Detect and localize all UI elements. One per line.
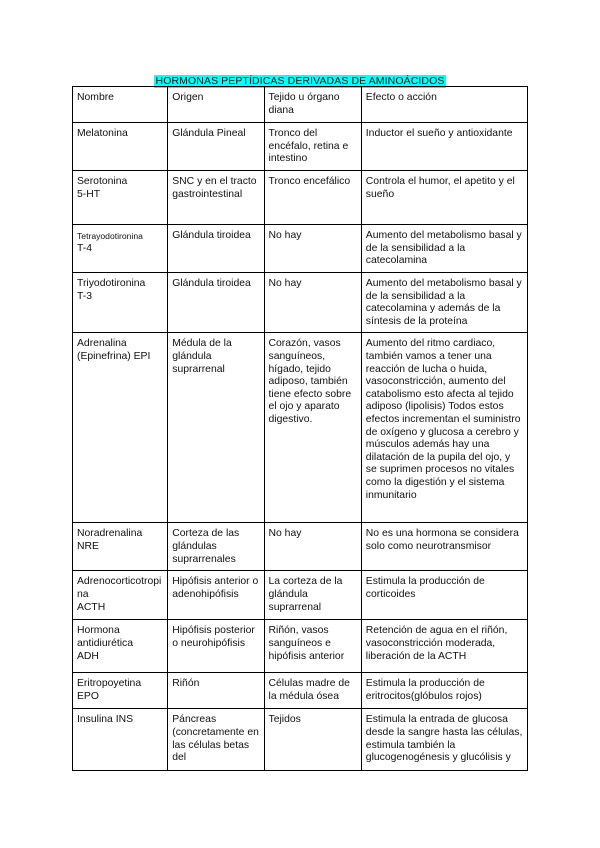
cell-nombre: [73, 333, 168, 523]
hormone-table: [72, 86, 528, 771]
table-row: [73, 171, 528, 225]
cell-nombre-line: Noradrenalina: [77, 528, 143, 540]
cell-tejido: La corteza de la glándula suprarrenal: [264, 571, 361, 620]
cell-nombre-line: Serotonina: [77, 176, 128, 187]
cell-tejido: Riñón, vasos sanguíneos e hipófisis anterior: [264, 620, 361, 673]
header-efecto: Efecto o acción: [361, 87, 527, 123]
cell-nombre-line: T-3: [77, 290, 93, 302]
cell-efecto: Aumento del metabolismo basal y de la sensibilidad a la catecolamina y además de la síntesis de la proteína: [361, 273, 527, 333]
cell-origen: Páncreas (concretamente en las células betas del: [168, 709, 264, 771]
cell-tejido: No hay: [264, 225, 361, 273]
cell-efecto: Aumento del metabolismo basal y de la sensibilidad a la catecolamina: [361, 225, 527, 273]
cell-origen: Corteza de las glándulas suprarrenales: [168, 523, 264, 571]
header-origen: Origen: [168, 87, 264, 123]
cell-nombre: [73, 171, 168, 225]
cell-efecto: Retención de agua en el riñón, vasoconstricción moderada, liberación de la ACTH: [361, 620, 527, 673]
cell-tejido: No hay: [264, 523, 361, 571]
cell-nombre-line: Eritropoyetina: [77, 678, 142, 690]
table-row: [73, 273, 528, 333]
cell-nombre: [73, 273, 168, 333]
table-header-row: [73, 87, 528, 123]
cell-efecto: Inductor el sueño y antioxidante: [361, 123, 527, 171]
cell-nombre-line: Hormona antidiurética: [77, 625, 134, 649]
cell-nombre: [73, 225, 168, 273]
cell-origen: Glándula Pineal: [168, 123, 264, 171]
cell-nombre: [73, 673, 168, 709]
cell-nombre: [73, 620, 168, 673]
cell-nombre-line: Melatonina: [77, 128, 128, 139]
cell-origen: Glándula tiroidea: [168, 273, 264, 333]
cell-nombre: [73, 571, 168, 620]
table-row: [73, 620, 528, 673]
cell-tejido: Tejidos: [264, 709, 361, 771]
cell-nombre-line: 5-HT: [77, 188, 101, 200]
cell-nombre-line: T-4: [77, 242, 93, 254]
cell-origen: Riñón: [168, 673, 264, 709]
cell-efecto: Controla el humor, el apetito y el sueño: [361, 171, 527, 225]
cell-nombre: [73, 523, 168, 571]
table-row: [73, 571, 528, 620]
cell-nombre-line: Adrenalina (Epinefrina) EPI: [77, 338, 151, 362]
header-tejido: Tejido u órgano diana: [264, 87, 361, 123]
table-row: [73, 673, 528, 709]
cell-nombre: [73, 709, 168, 771]
cell-efecto: Estimula la producción de eritrocitos(glóbulos rojos): [361, 673, 527, 709]
table-row: [73, 225, 528, 273]
cell-nombre-line: Tetrayodotironina: [77, 231, 143, 241]
cell-efecto: Estimula la producción de corticoides: [361, 571, 527, 620]
cell-nombre-line: Triyodotironina: [77, 278, 146, 289]
cell-efecto: Estimula la entrada de glucosa desde la sangre hasta las células, estimula también la glucogenogénesis y glucólisis y: [361, 709, 527, 771]
cell-nombre-line: Insulina INS: [77, 714, 134, 726]
cell-tejido: Corazón, vasos sanguíneos, hígado, tejido adiposo, también tiene efecto sobre el ojo y aparato digestivo.: [264, 333, 361, 523]
cell-nombre-line: ACTH: [77, 601, 106, 613]
cell-origen: Médula de la glándula suprarrenal: [168, 333, 264, 523]
cell-origen: SNC y en el tracto gastrointestinal: [168, 171, 264, 225]
cell-nombre-line: Adrenocorticotropina: [77, 576, 162, 600]
cell-nombre-line: EPO: [77, 690, 99, 702]
cell-efecto: Aumento del ritmo cardiaco, también vamos a tener una reacción de lucha o huida, vasoconstricción, aumento del catabolismo esto afecta al tejido adiposo (lipolisis) Todos estos efectos incrementan el suministro de oxígeno y glucosa a cerebro y músculos además hay una dilatación de la pupila del ojo, y se suprimen procesos no vitales como la digestión y el sistema inmunitario: [361, 333, 527, 523]
cell-origen: Hipófisis posterior o neurohipófisis: [168, 620, 264, 673]
cell-origen: Hipófisis anterior o adenohipófisis: [168, 571, 264, 620]
document-title: HORMONAS PEPTÍDICAS DERIVADAS DE AMINOÁCIDOS: [155, 75, 445, 87]
table-row: [73, 523, 528, 571]
cell-tejido: No hay: [264, 273, 361, 333]
cell-nombre-line: ADH: [77, 650, 99, 662]
cell-tejido: Tronco del encéfalo, retina e intestino: [264, 123, 361, 171]
table-row: [73, 333, 528, 523]
cell-efecto: No es una hormona se considera solo como neurotransmisor: [361, 523, 527, 571]
cell-nombre: [73, 123, 168, 171]
cell-tejido: Tronco encefálico: [264, 171, 361, 225]
cell-tejido: Células madre de la médula ósea: [264, 673, 361, 709]
header-nombre: Nombre: [73, 87, 168, 123]
cell-nombre-line: NRE: [77, 540, 99, 552]
table-row: [73, 709, 528, 771]
cell-origen: Glándula tiroidea: [168, 225, 264, 273]
table-row: [73, 123, 528, 171]
